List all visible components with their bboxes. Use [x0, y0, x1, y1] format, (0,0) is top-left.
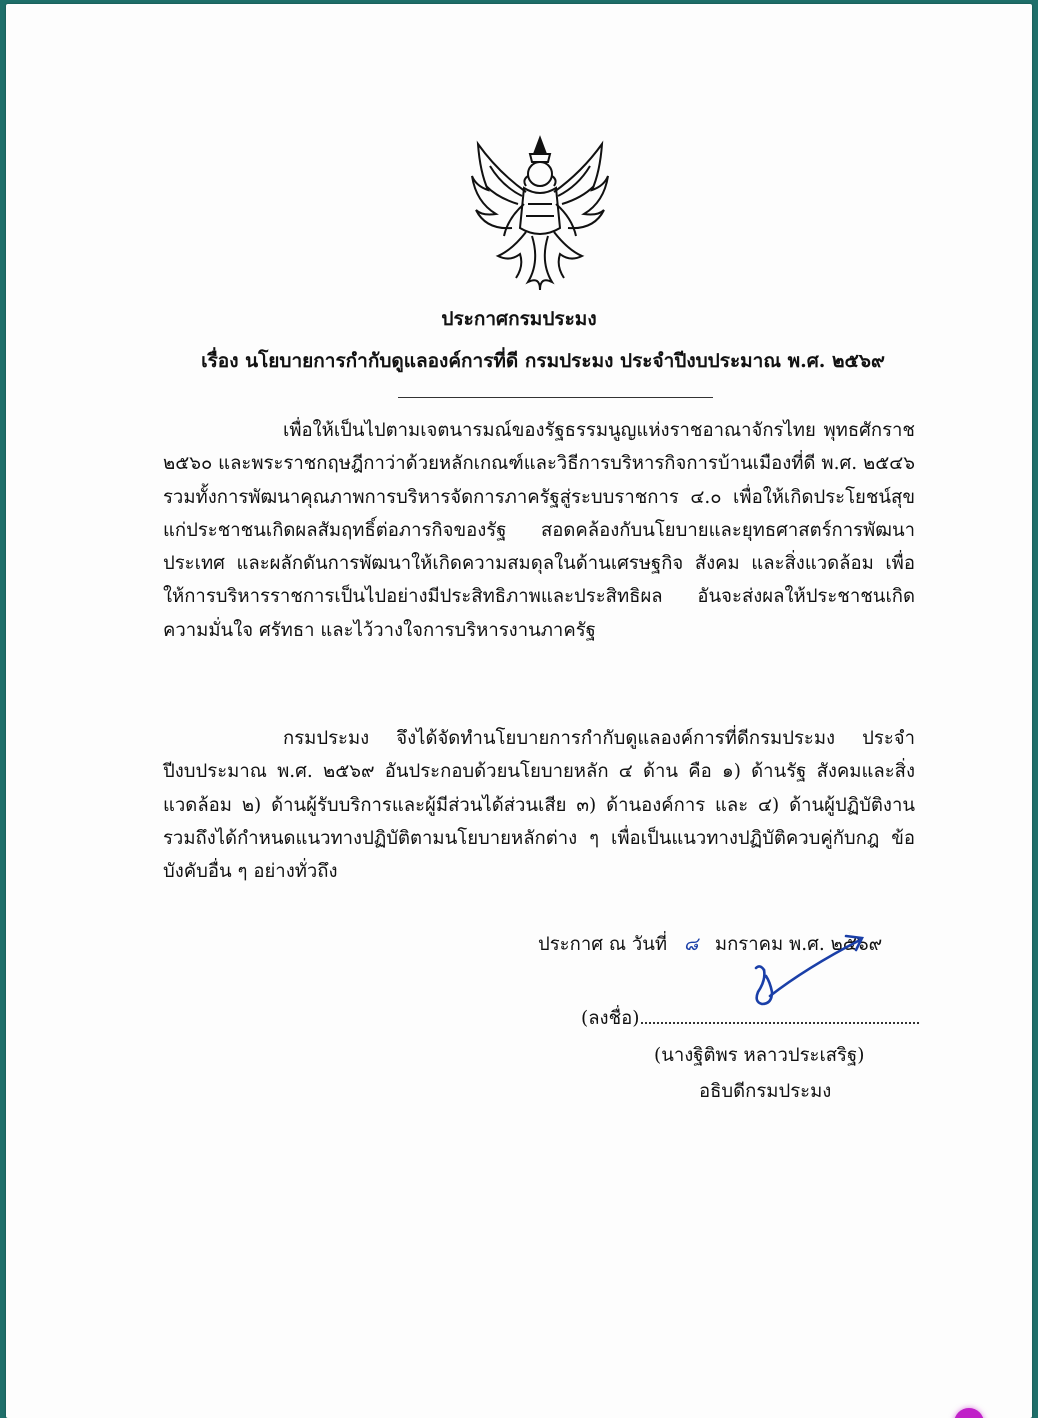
- floating-badge-icon[interactable]: [954, 1408, 984, 1418]
- signer-position: อธิบดีกรมประมง: [699, 1081, 832, 1102]
- handwritten-signature-icon: [696, 916, 886, 1016]
- body-paragraph-2: กรมประมง จึงได้จัดทำนโยบายการกำกับดูแลองค์การที่ดีกรมประมง ประจำปีงบประมาณ พ.ศ. ๒๕๖๙ อันประกอบด้วยนโยบายหลัก ๔ ด้าน คือ ๑) ด้านรัฐ สังคมและสิ่งแวดล้อม ๒) ด้านผู้รับบริการและผู้มีส่วนได้ส่วนเสีย ๓) ด้านองค์การ และ ๔) ด้านผู้ปฏิบัติงาน รวมถึงได้กำหนดแนวทางปฏิบัติตามนโยบายหลักต่าง ๆ เพื่อเป็นแนวทางปฏิบัติควบคู่กับกฎ ข้อบังคับอื่น ๆ อย่างทั่วถึง: [163, 728, 915, 883]
- signature-dotted-line: [641, 1022, 919, 1024]
- body-paragraph-1: เพื่อให้เป็นไปตามเจตนารมณ์ของรัฐธรรมนูญแห่งราชอาณาจักรไทย พุทธศักราช ๒๕๖๐ และพระราชกฤษฎีกาว่าด้วยหลักเกณฑ์และวิธีการบริหารกิจการบ้านเมืองที่ดี พ.ศ. ๒๕๔๖ รวมทั้งการพัฒนาคุณภาพการบริหารจัดการภาครัฐสู่ระบบราชการ ๔.๐ เพื่อให้เกิดประโยชน์สุขแก่ประชาชนเกิดผลสัมฤทธิ์ต่อภารกิจของรัฐ สอดคล้องกับนโยบายและยุทธศาสตร์การพัฒนาประเทศ และผลักดันการพัฒนาให้เกิดความสมดุลในด้านเศรษฐกิจ สังคม และสิ่งแวดล้อม เพื่อให้การบริหารราชการเป็นไปอย่างมีประสิทธิภาพและประสิทธิผล อันจะส่งผลให้ประชาชนเกิดความมั่นใจ ศรัทธา และไว้วางใจการบริหารงานภาครัฐ: [163, 420, 915, 641]
- announcement-day: ๘: [683, 934, 699, 955]
- notice-subject: เรื่อง นโยบายการกำกับดูแลองค์การที่ดี กรมประมง ประจำปีงบประมาณ พ.ศ. ๒๕๖๙: [201, 350, 885, 372]
- signature-label: (ลงชื่อ): [581, 1008, 640, 1029]
- title-divider: [398, 397, 713, 398]
- document-page: [6, 4, 1032, 1418]
- announcement-month-year: มกราคม พ.ศ. ๒๕๖๙: [714, 934, 883, 955]
- signature-line: [581, 1004, 919, 1034]
- signer-name: (นางฐิติพร หลาวประเสริฐ): [654, 1045, 865, 1066]
- notice-title: ประกาศกรมประมง: [441, 308, 597, 330]
- garuda-emblem-icon: [468, 132, 612, 292]
- announcement-prefix: ประกาศ ณ วันที่: [538, 934, 668, 955]
